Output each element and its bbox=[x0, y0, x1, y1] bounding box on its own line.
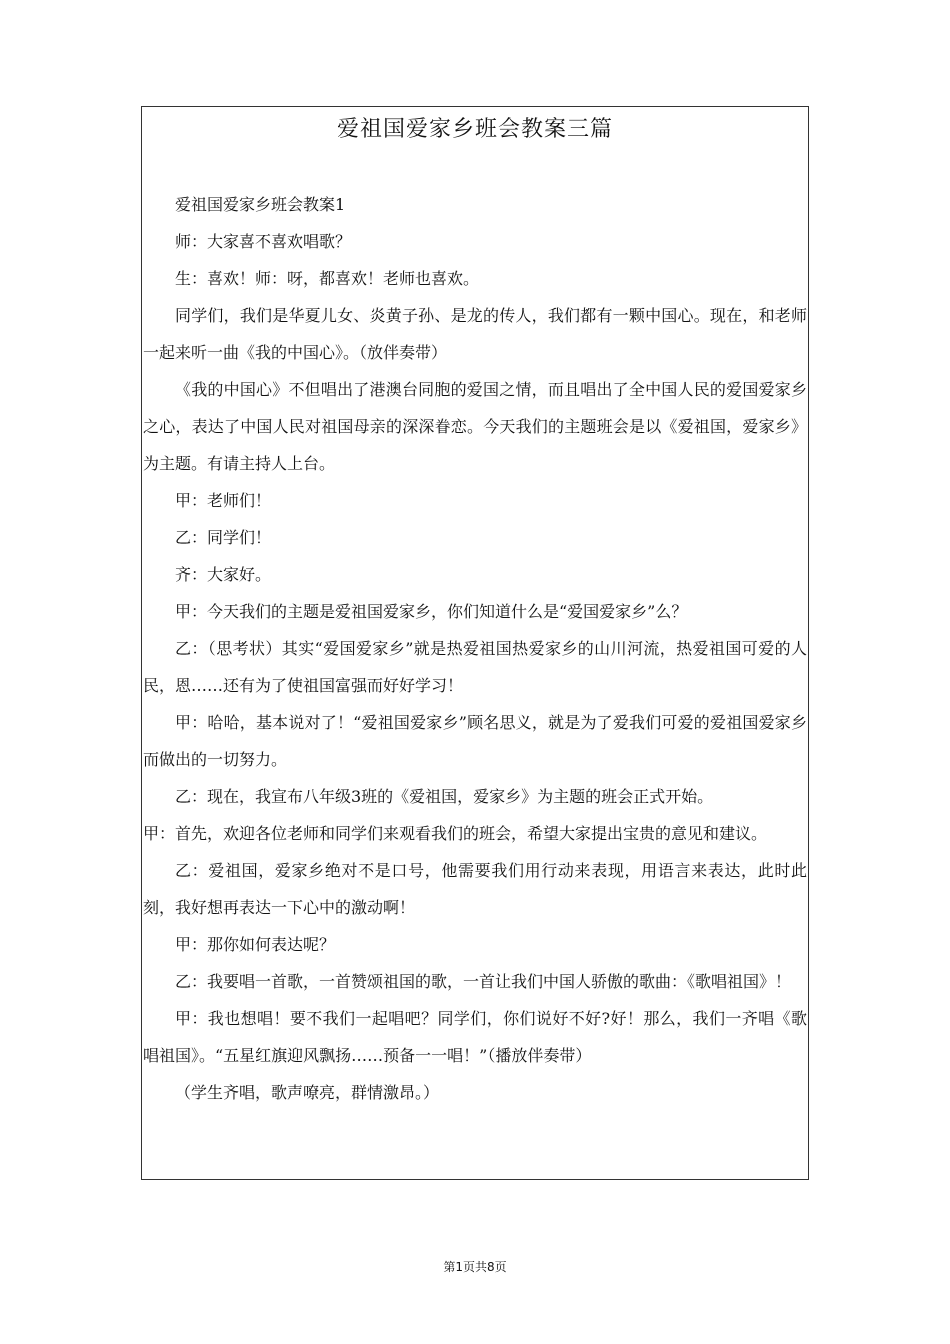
paragraph: 甲：首先，欢迎各位老师和同学们来观看我们的班会，希望大家提出宝贵的意见和建议。 bbox=[143, 824, 768, 843]
paragraph: 甲：哈哈，基本说对了！“爱祖国爱家乡”顾名思义，就是为了爱我们可爱的爱祖国爱家乡而做出的一切努力。 bbox=[143, 713, 807, 769]
paragraph: 乙：现在，我宣布八年级3班的《爱祖国，爱家乡》为主题的班会正式开始。 bbox=[175, 787, 714, 806]
paragraph: 《我的中国心》不但唱出了港澳台同胞的爱国之情，而且唱出了全中国人民的爱国爱家乡之心，表达了中国人民对祖国母亲的深深眷恋。今天我们的主题班会是以《爱祖国，爱家乡》为主题。有请主持人上台。 bbox=[143, 380, 807, 473]
paragraph: 甲：那你如何表达呢？ bbox=[175, 935, 336, 954]
document-body bbox=[143, 186, 807, 1111]
section-heading: 爱祖国爱家乡班会教案1 bbox=[175, 195, 346, 214]
paragraph: 生：喜欢！师：呀，都喜欢！老师也喜欢。 bbox=[175, 269, 480, 288]
paragraph: 甲：我也想唱！要不我们一起唱吧？同学们，你们说好不好?好！那么，我们一齐唱《歌唱祖国》。“五星红旗迎风飘扬……预备一一唱！”（播放伴奏带） bbox=[143, 1009, 807, 1065]
paragraph: 乙：我要唱一首歌，一首赞颂祖国的歌，一首让我们中国人骄傲的歌曲：《歌唱祖国》！ bbox=[175, 972, 792, 991]
paragraph: 师：大家喜不喜欢唱歌？ bbox=[175, 232, 352, 251]
paragraph: 甲：老师们！ bbox=[175, 491, 272, 510]
paragraph: 乙：同学们！ bbox=[175, 528, 272, 547]
paragraph: （学生齐唱，歌声嘹亮，群情激昂。） bbox=[175, 1083, 440, 1102]
page-number: 第1页共8页 bbox=[443, 1260, 507, 1274]
paragraph: 乙：爱祖国，爱家乡绝对不是口号，他需要我们用行动来表现，用语言来表达，此时此刻，我好想再表达一下心中的激动啊！ bbox=[143, 861, 807, 917]
document-title: 爱祖国爱家乡班会教案三篇 bbox=[336, 117, 613, 142]
paragraph: 甲：今天我们的主题是爱祖国爱家乡，你们知道什么是“爱国爱家乡”么？ bbox=[175, 602, 688, 621]
paragraph: 乙：（思考状）其实“爱国爱家乡”就是热爱祖国热爱家乡的山川河流，热爱祖国可爱的人民，恩……还有为了使祖国富强而好好学习！ bbox=[143, 639, 807, 695]
paragraph: 同学们，我们是华夏儿女、炎黄子孙、是龙的传人，我们都有一颗中国心。现在，和老师一起来听一曲《我的中国心》。（放伴奏带） bbox=[143, 306, 807, 362]
paragraph: 齐：大家好。 bbox=[175, 565, 272, 584]
